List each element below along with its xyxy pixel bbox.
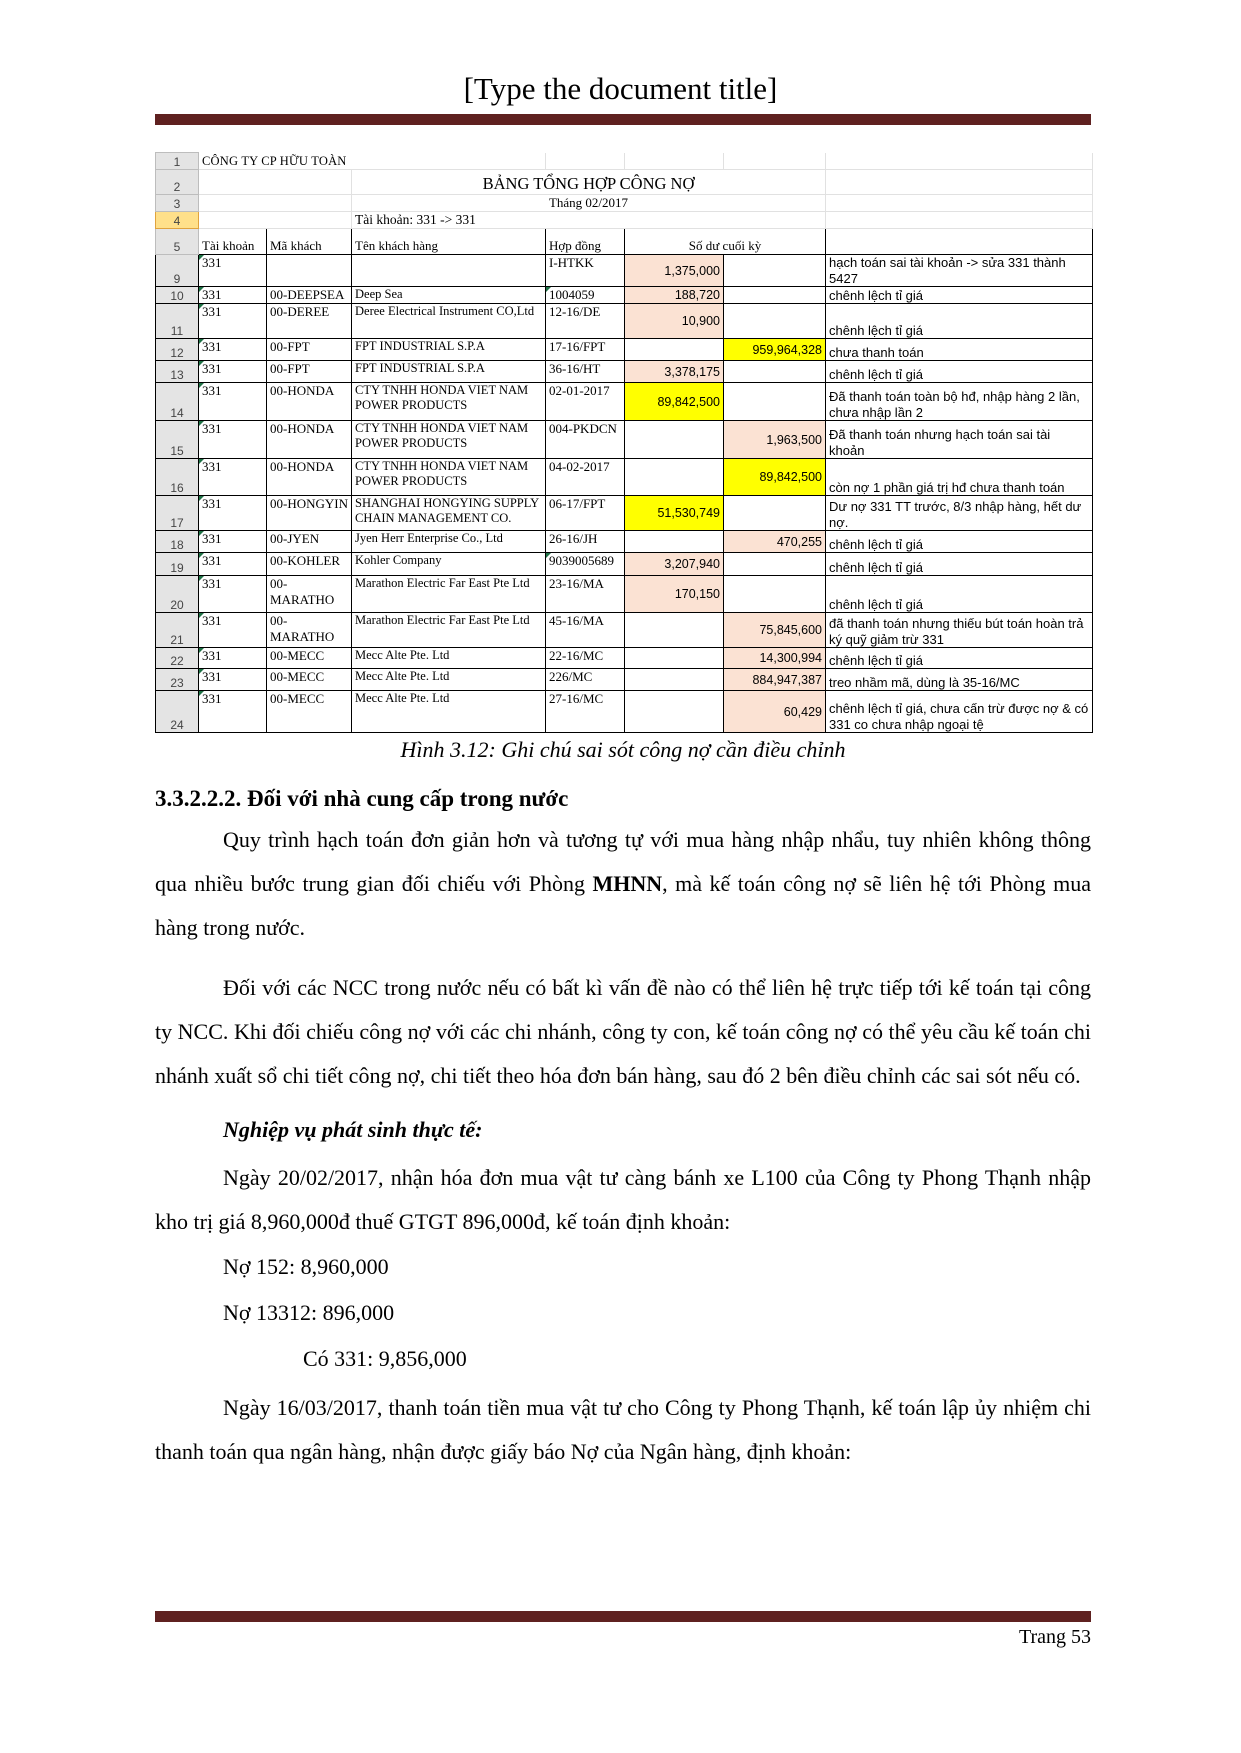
empty-cell [724, 153, 826, 170]
paragraph: Đối với các NCC trong nước nếu có bất kì vấn đề nào có thể liên hệ trực tiếp tới kế toán tại công ty NCC. Khi đối chiếu công nợ với các chi nhánh, công ty con, kế toán công nợ có thể yêu cầu kế toán chi nhánh xuất sổ chi tiết công nợ, chi tiết theo hóa đơn bán hàng, sau đó 2 bên điều chỉnh các sai sót nếu có. [155, 975, 1091, 1088]
page-number: Trang 53 [1018, 1626, 1091, 1648]
account-cell: 331 [199, 255, 267, 287]
customer-code-cell: 00-MARATHO [267, 576, 352, 613]
contract-cell: 06-17/FPT [546, 496, 625, 531]
sheet-row [156, 496, 1093, 531]
contract-cell: 27-16/MC [546, 691, 625, 733]
balance-credit-cell: 470,255 [724, 531, 826, 553]
paragraph [155, 818, 1091, 950]
sheet-body [156, 255, 1093, 733]
row-number-cell: 14 [156, 383, 199, 421]
sheet-row [156, 531, 1093, 553]
cell-error-triangle-icon [199, 339, 204, 344]
contract-cell: 02-01-2017 [546, 383, 625, 421]
note-cell: còn nợ 1 phần giá trị hđ chưa thanh toán [826, 459, 1093, 496]
balance-debit-cell: 89,842,500 [625, 383, 724, 421]
sheet-row-3 [156, 195, 1093, 212]
row-number-cell: 12 [156, 339, 199, 361]
cell-error-triangle-icon [199, 691, 204, 696]
sheet-row [156, 361, 1093, 383]
customer-code-cell: 00-DEEPSEA [267, 287, 352, 304]
empty-cell [826, 153, 1093, 170]
sheet-row-2 [156, 170, 1093, 195]
note-cell: chênh lệch tỉ giá [826, 576, 1093, 613]
row-number-cell: 16 [156, 459, 199, 496]
balance-debit-cell: 3,378,175 [625, 361, 724, 383]
journal-entry: Nợ 13312: 896,000 [223, 1300, 395, 1325]
column-header-note [826, 229, 1093, 255]
sheet-row [156, 304, 1093, 339]
row-number-cell: 20 [156, 576, 199, 613]
balance-credit-cell [724, 361, 826, 383]
sheet-row [156, 648, 1093, 669]
paragraph: Ngày 16/03/2017, thanh toán tiền mua vật tư cho Công ty Phong Thạnh, kế toán lập ủy nhiệm chi thanh toán qua ngân hàng, nhận được giấy báo Nợ của Ngân hàng, định khoản: [155, 1395, 1091, 1464]
contract-cell: 17-16/FPT [546, 339, 625, 361]
balance-credit-cell [724, 496, 826, 531]
paragraph-bold-text: MHNN [592, 871, 663, 896]
cell-error-triangle-icon [199, 255, 204, 260]
customer-code-cell [267, 255, 352, 287]
page-title: [Type the document title] [463, 71, 778, 106]
account-cell: 331 [199, 421, 267, 459]
account-cell: 331 [199, 691, 267, 733]
paragraph-text: , mà kế toán công nợ sẽ liên hệ tới Phòng mua hàng trong nước. [155, 871, 1091, 940]
cell-error-triangle-icon [199, 576, 204, 581]
cell-error-triangle-icon [199, 459, 204, 464]
row-number-cell: 1 [156, 153, 199, 170]
customer-name-cell: Kohler Company [352, 553, 546, 576]
account-range-cell: Tài khoản: 331 -> 331 [352, 212, 826, 229]
account-cell: 331 [199, 496, 267, 531]
customer-name-cell: Marathon Electric Far East Pte Ltd [352, 613, 546, 648]
row-number-cell: 21 [156, 613, 199, 648]
balance-credit-cell [724, 553, 826, 576]
balance-credit-cell [724, 383, 826, 421]
balance-debit-cell [625, 531, 724, 553]
account-cell: 331 [199, 304, 267, 339]
section-heading: 3.3.2.2.2. Đối với nhà cung cấp trong nước [155, 786, 569, 811]
cell-error-triangle-icon [546, 287, 551, 292]
contract-cell: I-HTKK [546, 255, 625, 287]
report-month-cell: Tháng 02/2017 [352, 195, 826, 212]
cell-error-triangle-icon [199, 421, 204, 426]
account-cell: 331 [199, 383, 267, 421]
balance-credit-cell: 959,964,328 [724, 339, 826, 361]
customer-name-cell: FPT INDUSTRIAL S.P.A [352, 339, 546, 361]
row-number-cell: 18 [156, 531, 199, 553]
note-cell: đã thanh toán nhưng thiếu bút toán hoàn trả ký quỹ giảm trừ 331 [826, 613, 1093, 648]
row-number-cell-selected: 4 [156, 212, 199, 229]
note-cell: Dư nợ 331 TT trước, 8/3 nhập hàng, hết dư nợ. [826, 496, 1093, 531]
note-cell: chênh lệch tỉ giá [826, 553, 1093, 576]
customer-name-cell: FPT INDUSTRIAL S.P.A [352, 361, 546, 383]
balance-debit-cell: 1,375,000 [625, 255, 724, 287]
footer-rule [155, 1611, 1091, 1622]
balance-credit-cell [724, 304, 826, 339]
balance-credit-cell [724, 287, 826, 304]
row-number-cell: 17 [156, 496, 199, 531]
cell-error-triangle-icon [546, 553, 551, 558]
sheet-row [156, 576, 1093, 613]
note-cell: chưa thanh toán [826, 339, 1093, 361]
note-cell: chênh lệch tỉ giá [826, 361, 1093, 383]
account-cell: 331 [199, 361, 267, 383]
sheet-row [156, 255, 1093, 287]
sheet-row [156, 459, 1093, 496]
sheet-row-4 [156, 212, 1093, 229]
contract-cell: 004-PKDCN [546, 421, 625, 459]
customer-code-cell: 00-FPT [267, 361, 352, 383]
row-number-cell: 9 [156, 255, 199, 287]
balance-debit-cell [625, 613, 724, 648]
note-cell: chênh lệch tỉ giá [826, 648, 1093, 669]
balance-credit-cell [724, 576, 826, 613]
paragraph-text: Quy trình hạch toán đơn giản hơn và tương tự với mua hàng nhập nhẩu, tuy nhiên không thông qua nhiều bước trung gian đối chiếu với Phòng [155, 827, 1091, 896]
sheet-row [156, 421, 1093, 459]
contract-cell: 226/MC [546, 669, 625, 691]
balance-debit-cell [625, 691, 724, 733]
sheet-row [156, 553, 1093, 576]
sheet-header-row [156, 229, 1093, 255]
account-cell: 331 [199, 576, 267, 613]
balance-credit-cell: 1,963,500 [724, 421, 826, 459]
account-cell: 331 [199, 287, 267, 304]
contract-cell: 04-02-2017 [546, 459, 625, 496]
note-cell: hạch toán sai tài khoản -> sửa 331 thành 5427 [826, 255, 1093, 287]
customer-code-cell: 00-DEREE [267, 304, 352, 339]
customer-code-cell: 00-HONGYIN [267, 496, 352, 531]
cell-error-triangle-icon [199, 531, 204, 536]
spreadsheet-table [155, 152, 1093, 733]
column-header-account: Tài khoản [199, 229, 267, 255]
row-number-cell: 3 [156, 195, 199, 212]
row-number-cell: 5 [156, 229, 199, 255]
cell-error-triangle-icon [199, 383, 204, 388]
customer-code-cell: 00-JYEN [267, 531, 352, 553]
balance-debit-cell [625, 421, 724, 459]
customer-name-cell: Mecc Alte Pte. Ltd [352, 648, 546, 669]
contract-cell: 23-16/MA [546, 576, 625, 613]
customer-name-cell: Mecc Alte Pte. Ltd [352, 669, 546, 691]
sheet-row [156, 613, 1093, 648]
empty-cell [199, 212, 352, 229]
row-number-cell: 22 [156, 648, 199, 669]
empty-cell [546, 153, 625, 170]
balance-credit-cell [724, 255, 826, 287]
journal-entry: Có 331: 9,856,000 [303, 1346, 467, 1371]
cell-error-triangle-icon [199, 287, 204, 292]
account-cell: 331 [199, 613, 267, 648]
empty-cell [199, 195, 352, 212]
cell-error-triangle-icon [199, 613, 204, 618]
cell-error-triangle-icon [199, 669, 204, 674]
column-header-name: Tên khách hàng [352, 229, 546, 255]
balance-credit-cell: 884,947,387 [724, 669, 826, 691]
cell-error-triangle-icon [199, 648, 204, 653]
customer-code-cell: 00-HONDA [267, 383, 352, 421]
customer-code-cell: 00-MECC [267, 669, 352, 691]
customer-code-cell: 00-MARATHO [267, 613, 352, 648]
note-cell: chênh lệch tỉ giá [826, 531, 1093, 553]
customer-code-cell: 00-HONDA [267, 421, 352, 459]
account-cell: 331 [199, 669, 267, 691]
balance-debit-cell [625, 669, 724, 691]
customer-code-cell: 00-FPT [267, 339, 352, 361]
subsection-heading: Nghiệp vụ phát sinh thực tế: [223, 1117, 483, 1142]
customer-name-cell: CTY TNHH HONDA VIET NAM POWER PRODUCTS [352, 459, 546, 496]
account-cell: 331 [199, 339, 267, 361]
cell-error-triangle-icon [199, 496, 204, 501]
customer-code-cell: 00-MECC [267, 691, 352, 733]
contract-cell: 1004059 [546, 287, 625, 304]
balance-debit-cell: 170,150 [625, 576, 724, 613]
empty-cell [625, 153, 724, 170]
customer-code-cell: 00-KOHLER [267, 553, 352, 576]
debt-summary-spreadsheet [155, 152, 1093, 733]
row-number-cell: 15 [156, 421, 199, 459]
row-number-cell: 24 [156, 691, 199, 733]
sheet-row [156, 691, 1093, 733]
paragraph: Ngày 20/02/2017, nhận hóa đơn mua vật tư càng bánh xe L100 của Công ty Phong Thạnh nhập kho trị giá 8,960,000đ thuế GTGT 896,000đ, kế toán định khoản: [155, 1165, 1091, 1234]
note-cell: chênh lệch tỉ giá [826, 304, 1093, 339]
report-title-cell: BẢNG TỔNG HỢP CÔNG NỢ [352, 170, 826, 195]
customer-name-cell: Mecc Alte Pte. Ltd [352, 691, 546, 733]
row-number-cell: 2 [156, 170, 199, 195]
balance-credit-cell: 14,300,994 [724, 648, 826, 669]
row-number-cell: 13 [156, 361, 199, 383]
customer-name-cell: Deree Electrical Instrument CO,Ltd [352, 304, 546, 339]
note-cell: treo nhầm mã, dùng là 35-16/MC [826, 669, 1093, 691]
contract-cell: 45-16/MA [546, 613, 625, 648]
balance-credit-cell: 60,429 [724, 691, 826, 733]
note-cell: Đã thanh toán toàn bộ hđ, nhập hàng 2 lần, chưa nhập lần 2 [826, 383, 1093, 421]
balance-debit-cell: 10,900 [625, 304, 724, 339]
empty-cell [199, 170, 352, 195]
customer-name-cell: CTY TNHH HONDA VIET NAM POWER PRODUCTS [352, 383, 546, 421]
customer-name-cell [352, 255, 546, 287]
row-number-cell: 11 [156, 304, 199, 339]
empty-cell [826, 195, 1093, 212]
balance-credit-cell: 75,845,600 [724, 613, 826, 648]
account-cell: 331 [199, 553, 267, 576]
customer-code-cell: 00-MECC [267, 648, 352, 669]
cell-error-triangle-icon [199, 553, 204, 558]
journal-entry: Nợ 152: 8,960,000 [223, 1254, 389, 1279]
customer-name-cell: Deep Sea [352, 287, 546, 304]
balance-debit-cell: 188,720 [625, 287, 724, 304]
sheet-row [156, 383, 1093, 421]
sheet-row [156, 287, 1093, 304]
contract-cell: 12-16/DE [546, 304, 625, 339]
empty-cell [826, 170, 1093, 195]
note-cell: chênh lệch tỉ giá, chưa cấn trừ được nợ & có 331 co chưa nhập ngoại tệ [826, 691, 1093, 733]
cell-error-triangle-icon [199, 361, 204, 366]
sheet-row [156, 339, 1093, 361]
customer-name-cell: SHANGHAI HONGYING SUPPLY CHAIN MANAGEMENT CO. [352, 496, 546, 531]
balance-credit-cell: 89,842,500 [724, 459, 826, 496]
customer-name-cell: CTY TNHH HONDA VIET NAM POWER PRODUCTS [352, 421, 546, 459]
contract-cell: 9039005689 [546, 553, 625, 576]
account-cell: 331 [199, 459, 267, 496]
account-cell: 331 [199, 648, 267, 669]
row-number-cell: 23 [156, 669, 199, 691]
sheet-top [156, 153, 1093, 255]
figure-caption: Hình 3.12: Ghi chú sai sót công nợ cần điều chỉnh [400, 737, 846, 762]
balance-debit-cell: 3,207,940 [625, 553, 724, 576]
sheet-row [156, 669, 1093, 691]
contract-cell: 36-16/HT [546, 361, 625, 383]
document-body [155, 728, 1091, 1474]
column-header-contract: Hợp đồng [546, 229, 625, 255]
row-number-cell: 19 [156, 553, 199, 576]
header-rule [155, 114, 1091, 125]
note-cell: chênh lệch tỉ giá [826, 287, 1093, 304]
note-cell: Đã thanh toán nhưng hạch toán sai tài khoản [826, 421, 1093, 459]
balance-debit-cell [625, 339, 724, 361]
sheet-row-1 [156, 153, 1093, 170]
balance-debit-cell [625, 648, 724, 669]
balance-debit-cell [625, 459, 724, 496]
balance-debit-cell: 51,530,749 [625, 496, 724, 531]
contract-cell: 22-16/MC [546, 648, 625, 669]
empty-cell [826, 212, 1093, 229]
customer-name-cell: Jyen Herr Enterprise Co., Ltd [352, 531, 546, 553]
contract-cell: 26-16/JH [546, 531, 625, 553]
customer-name-cell: Marathon Electric Far East Pte Ltd [352, 576, 546, 613]
cell-error-triangle-icon [199, 304, 204, 309]
column-header-balance: Số dư cuối kỳ [625, 229, 826, 255]
row-number-cell: 10 [156, 287, 199, 304]
account-cell: 331 [199, 531, 267, 553]
customer-code-cell: 00-HONDA [267, 459, 352, 496]
company-name-cell: CÔNG TY CP HỮU TOÀN [199, 153, 546, 170]
column-header-code: Mã khách [267, 229, 352, 255]
